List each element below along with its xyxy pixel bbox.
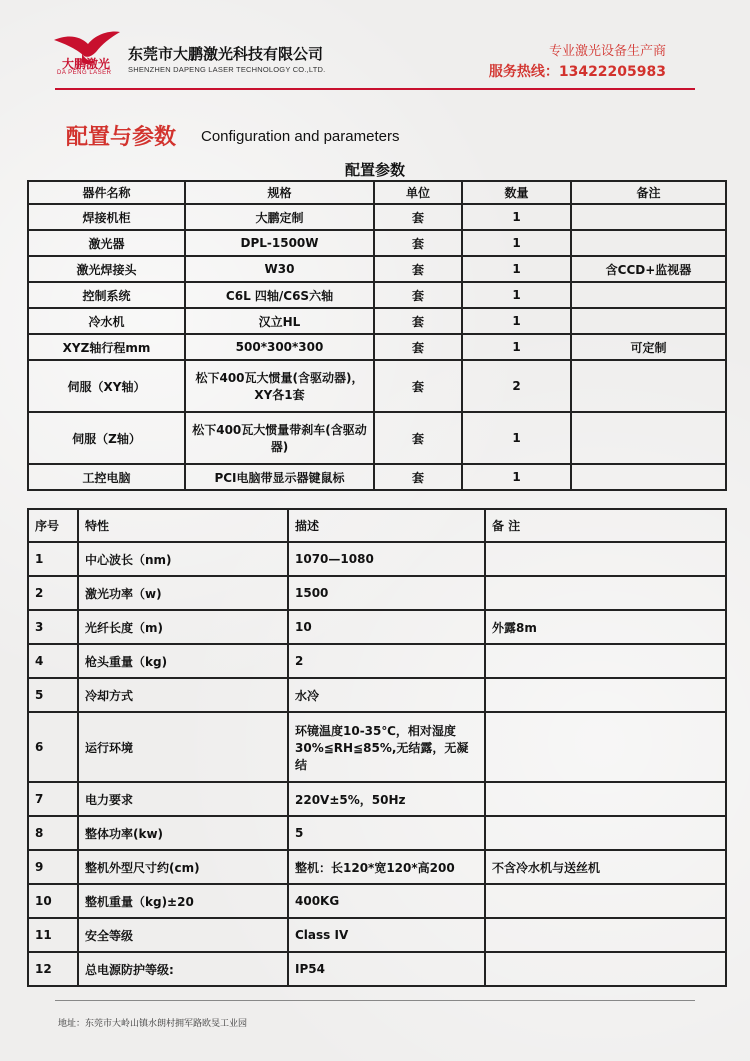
table-cell: 整体功率(kw) — [78, 816, 288, 850]
table-cell: 2 — [288, 644, 485, 678]
table-cell: 激光焊接头 — [28, 256, 185, 282]
column-header: 备 注 — [485, 509, 726, 542]
table-row — [28, 610, 726, 644]
table-cell: 套 — [374, 412, 462, 464]
table-row — [28, 412, 726, 464]
table-cell: 1 — [462, 230, 571, 256]
table-cell: 水冷 — [288, 678, 485, 712]
table-cell — [571, 464, 726, 490]
column-header: 器件名称 — [28, 181, 185, 204]
table-row — [28, 918, 726, 952]
footer-address: 地址：东莞市大岭山镇水朗村拥军路欧旻工业园 — [58, 1019, 248, 1029]
table-row — [28, 230, 726, 256]
table-cell: 电力要求 — [78, 782, 288, 816]
table-cell: 中心波长（nm) — [78, 542, 288, 576]
table-row — [28, 334, 726, 360]
table-cell: 1070—1080 — [288, 542, 485, 576]
table-cell: 12 — [28, 952, 78, 986]
table-cell: 总电源防护等级: — [78, 952, 288, 986]
slogan: 专业激光设备生产商 — [548, 44, 666, 59]
table-cell: 500*300*300 — [185, 334, 374, 360]
company-name-cn: 东莞市大鹏激光科技有限公司 — [128, 45, 324, 63]
table-row — [28, 282, 726, 308]
table-cell — [485, 644, 726, 678]
table-row — [28, 850, 726, 884]
table-cell: 1 — [462, 412, 571, 464]
table-cell — [485, 782, 726, 816]
footer-divider — [55, 1000, 695, 1001]
column-header: 单位 — [374, 181, 462, 204]
table-cell: 5 — [288, 816, 485, 850]
table-row — [28, 542, 726, 576]
table-header-row — [28, 181, 726, 204]
table-cell — [485, 816, 726, 850]
table-cell: 1 — [462, 308, 571, 334]
table-row — [28, 576, 726, 610]
parameter-table — [27, 508, 727, 987]
table-header-row — [28, 509, 726, 542]
table-cell: 控制系统 — [28, 282, 185, 308]
table-cell — [571, 204, 726, 230]
column-header: 数量 — [462, 181, 571, 204]
table-cell: 含CCD+监视器 — [571, 256, 726, 282]
table-cell: 套 — [374, 334, 462, 360]
config-table-caption: 配置参数 — [344, 161, 405, 179]
table-cell: 7 — [28, 782, 78, 816]
table-cell: 激光功率（w) — [78, 576, 288, 610]
table-cell: 1 — [462, 256, 571, 282]
table-cell: 外露8m — [485, 610, 726, 644]
table-cell: 1 — [462, 282, 571, 308]
header-divider — [55, 88, 695, 90]
table-cell: 整机重量（kg)±20 — [78, 884, 288, 918]
table-cell: 2 — [28, 576, 78, 610]
table-cell: 6 — [28, 712, 78, 782]
table-cell: 套 — [374, 464, 462, 490]
service-hotline: 服务热线：13422205983 — [488, 64, 666, 80]
table-cell: 环镜温度10-35℃，相对湿度30%≦RH≦85%,无结露，无凝结 — [288, 712, 485, 782]
table-row — [28, 360, 726, 412]
table-cell — [485, 712, 726, 782]
table-cell: IP54 — [288, 952, 485, 986]
table-row — [28, 678, 726, 712]
table-cell: 1 — [462, 334, 571, 360]
table-cell — [571, 282, 726, 308]
table-cell — [485, 884, 726, 918]
table-row — [28, 464, 726, 490]
company-name-en: SHENZHEN DAPENG LASER TECHNOLOGY CO.,LTD. — [128, 65, 326, 74]
table-row — [28, 782, 726, 816]
table-cell: 运行环境 — [78, 712, 288, 782]
section-title-en: Configuration and parameters — [201, 128, 400, 145]
table-cell: 套 — [374, 230, 462, 256]
table-cell: 8 — [28, 816, 78, 850]
table-cell: 套 — [374, 204, 462, 230]
table-cell — [571, 308, 726, 334]
table-cell: XYZ轴行程mm — [28, 334, 185, 360]
table-cell: 套 — [374, 308, 462, 334]
page-header — [0, 0, 750, 110]
table-cell: 枪头重量（kg) — [78, 644, 288, 678]
table-cell: 11 — [28, 918, 78, 952]
table-cell: 伺服（Z轴） — [28, 412, 185, 464]
table-cell: 激光器 — [28, 230, 185, 256]
table-cell: 整机外型尺寸约(cm) — [78, 850, 288, 884]
table-cell: 大鹏定制 — [185, 204, 374, 230]
table-cell: 冷却方式 — [78, 678, 288, 712]
table-cell — [485, 918, 726, 952]
table-cell — [571, 412, 726, 464]
table-cell: 松下400瓦大惯量(含驱动器)，XY各1套 — [185, 360, 374, 412]
table-row — [28, 884, 726, 918]
table-cell: 焊接机柜 — [28, 204, 185, 230]
table-cell: W30 — [185, 256, 374, 282]
column-header: 规格 — [185, 181, 374, 204]
table-cell: 9 — [28, 850, 78, 884]
table-cell: DPL-1500W — [185, 230, 374, 256]
config-table — [27, 180, 727, 491]
table-row — [28, 256, 726, 282]
table-cell: 1 — [462, 464, 571, 490]
table-cell — [571, 360, 726, 412]
table-cell — [485, 678, 726, 712]
table-cell: 1500 — [288, 576, 485, 610]
table-cell — [485, 576, 726, 610]
table-cell: 1 — [28, 542, 78, 576]
table-cell: 伺服（XY轴） — [28, 360, 185, 412]
section-title-cn: 配置与参数 — [66, 125, 177, 150]
table-cell — [571, 230, 726, 256]
table-cell: 安全等级 — [78, 918, 288, 952]
table-cell: 220V±5%，50Hz — [288, 782, 485, 816]
table-cell: 套 — [374, 360, 462, 412]
table-cell: C6L 四轴/C6S六轴 — [185, 282, 374, 308]
column-header: 备注 — [571, 181, 726, 204]
logo-chinese-text: 大鹏激光 — [62, 57, 111, 71]
table-cell: 10 — [28, 884, 78, 918]
column-header: 序号 — [28, 509, 78, 542]
table-cell: 可定制 — [571, 334, 726, 360]
table-cell: 光纤长度（m) — [78, 610, 288, 644]
table-cell: 5 — [28, 678, 78, 712]
table-cell: 4 — [28, 644, 78, 678]
table-cell: 松下400瓦大惯量带刹车(含驱动器) — [185, 412, 374, 464]
table-cell — [485, 542, 726, 576]
table-row — [28, 712, 726, 782]
table-cell: 400KG — [288, 884, 485, 918]
logo-english-text: DA PENG LASER — [57, 70, 112, 76]
table-row — [28, 816, 726, 850]
table-cell: 冷水机 — [28, 308, 185, 334]
table-row — [28, 644, 726, 678]
table-cell: 套 — [374, 282, 462, 308]
table-cell — [485, 952, 726, 986]
table-cell: Class IV — [288, 918, 485, 952]
table-cell: 不含冷水机与送丝机 — [485, 850, 726, 884]
table-cell: 10 — [288, 610, 485, 644]
table-cell: 1 — [462, 204, 571, 230]
table-cell: 汉立HL — [185, 308, 374, 334]
table-row — [28, 952, 726, 986]
column-header: 特性 — [78, 509, 288, 542]
table-cell: 2 — [462, 360, 571, 412]
table-cell: PCI电脑带显示器键鼠标 — [185, 464, 374, 490]
table-cell: 工控电脑 — [28, 464, 185, 490]
table-cell: 套 — [374, 256, 462, 282]
table-cell: 3 — [28, 610, 78, 644]
column-header: 描述 — [288, 509, 485, 542]
table-cell: 整机：长120*宽120*高200 — [288, 850, 485, 884]
table-row — [28, 204, 726, 230]
table-row — [28, 308, 726, 334]
